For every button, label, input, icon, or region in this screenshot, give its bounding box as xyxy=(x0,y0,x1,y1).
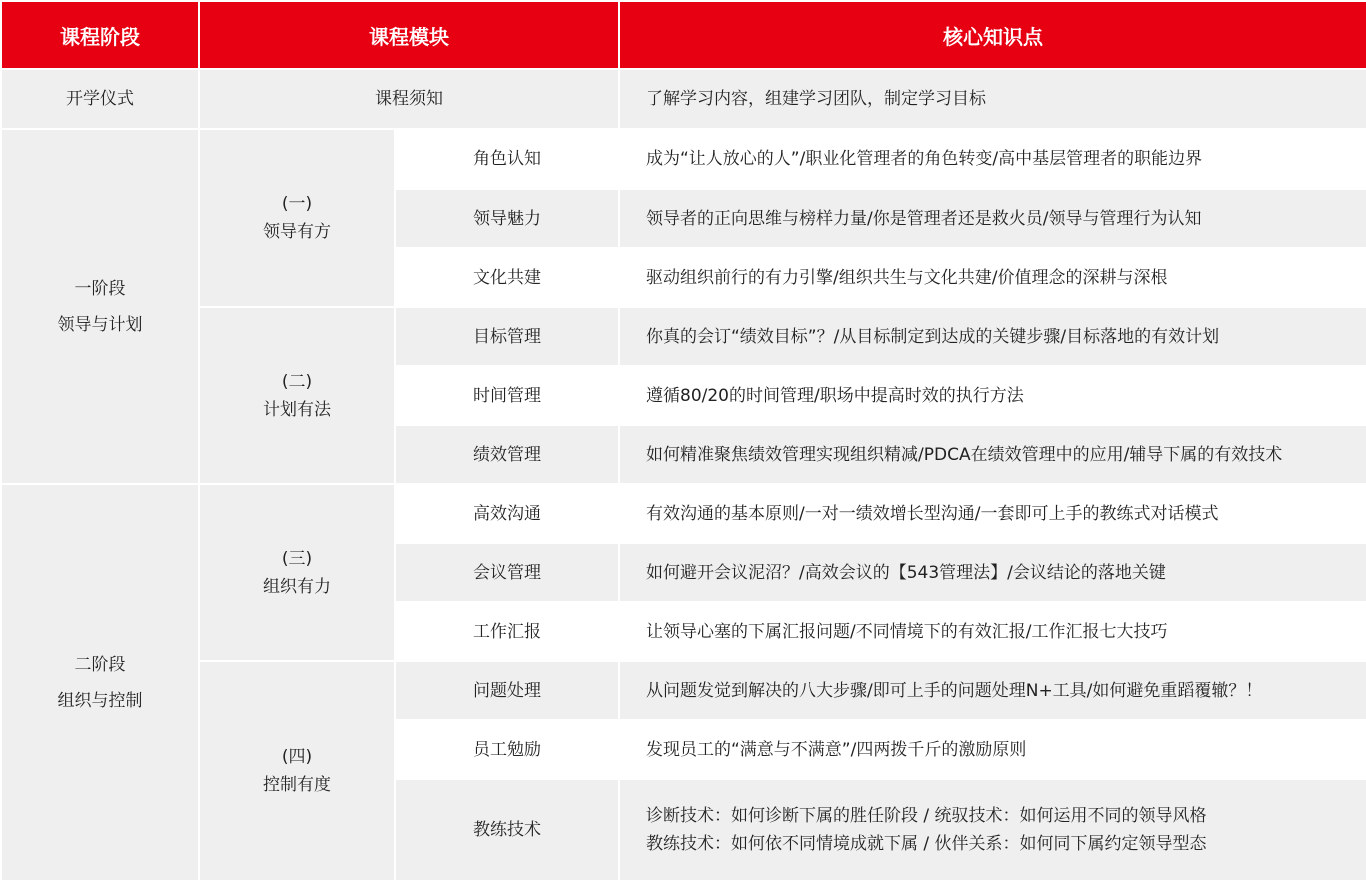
table-row xyxy=(1,69,1366,129)
topic-cell: 高效沟通 xyxy=(395,484,619,543)
phase1-stage xyxy=(1,129,199,484)
points-line: 教练技术：如何依不同情境成就下属 / 伙伴关系：如何同下属约定领导型态 xyxy=(646,834,1207,854)
header-points: 核心知识点 xyxy=(619,1,1366,69)
module-group-1 xyxy=(199,129,395,307)
phase1-stage-line1: 一阶段 xyxy=(74,278,126,299)
module-group-1-num: (一) xyxy=(281,194,313,214)
module-group-4-num: (四) xyxy=(281,747,313,767)
module-group-2 xyxy=(199,307,395,484)
topic-cell: 时间管理 xyxy=(395,366,619,425)
points-cell: 让领导心塞的下属汇报问题/不同情境下的有效汇报/工作汇报七大技巧 xyxy=(619,602,1366,661)
topic-cell: 会议管理 xyxy=(395,543,619,602)
module-group-1-name: 领导有方 xyxy=(263,222,331,242)
phase2-stage-line1: 二阶段 xyxy=(74,654,126,675)
table-row xyxy=(1,307,1366,366)
header-row xyxy=(1,1,1366,69)
topic-cell: 教练技术 xyxy=(395,779,619,881)
phase1-stage-line2: 领导与计划 xyxy=(57,314,143,335)
points-cell: 成为“让人放心的人”/职业化管理者的角色转变/高中基层管理者的职能边界 xyxy=(619,129,1366,189)
module-group-2-name: 计划有法 xyxy=(263,399,331,420)
header-stage: 课程阶段 xyxy=(1,1,199,69)
topic-cell: 领导魅力 xyxy=(395,189,619,248)
phase2-stage-line2: 组织与控制 xyxy=(57,690,143,711)
module-group-3 xyxy=(199,484,395,661)
module-group-4 xyxy=(199,661,395,881)
topic-cell: 问题处理 xyxy=(395,661,619,720)
topic-cell: 目标管理 xyxy=(395,307,619,366)
header-module: 课程模块 xyxy=(199,1,619,69)
module-group-4-name: 控制有度 xyxy=(263,775,331,795)
opening-module: 课程须知 xyxy=(199,69,619,129)
opening-points: 了解学习内容，组建学习团队，制定学习目标 xyxy=(619,69,1366,129)
points-cell: 如何精准聚焦绩效管理实现组织精减/PDCA在绩效管理中的应用/辅导下属的有效技术 xyxy=(619,425,1366,484)
topic-cell: 绩效管理 xyxy=(395,425,619,484)
table-row xyxy=(1,129,1366,189)
points-cell: 从问题发觉到解决的八大步骤/即可上手的问题处理N+工具/如何避免重蹈覆辙？！ xyxy=(619,661,1366,720)
topic-cell: 文化共建 xyxy=(395,248,619,307)
points-cell: 有效沟通的基本原则/一对一绩效增长型沟通/一套即可上手的教练式对话模式 xyxy=(619,484,1366,543)
points-cell: 领导者的正向思维与榜样力量/你是管理者还是救火员/领导与管理行为认知 xyxy=(619,189,1366,248)
points-cell: 你真的会订“绩效目标”？/从目标制定到达成的关键步骤/目标落地的有效计划 xyxy=(619,307,1366,366)
module-group-2-num: (二) xyxy=(281,371,313,392)
table-row xyxy=(1,484,1366,543)
points-cell: 驱动组织前行的有力引擎/组织共生与文化共建/价值理念的深耕与深根 xyxy=(619,248,1366,307)
module-group-3-num: (三) xyxy=(281,548,313,569)
points-cell: 遵循80/20的时间管理/职场中提高时效的执行方法 xyxy=(619,366,1366,425)
topic-cell: 角色认知 xyxy=(395,129,619,189)
points-cell: 发现员工的“满意与不满意”/四两拨千斤的激励原则 xyxy=(619,720,1366,779)
phase2-stage xyxy=(1,484,199,881)
points-line: 诊断技术：如何诊断下属的胜任阶段 / 统驭技术：如何运用不同的领导风格 xyxy=(646,806,1207,826)
opening-stage: 开学仪式 xyxy=(1,69,199,129)
topic-cell: 员工勉励 xyxy=(395,720,619,779)
points-cell: 如何避开会议泥沼？/高效会议的【543管理法】/会议结论的落地关键 xyxy=(619,543,1366,602)
topic-cell: 工作汇报 xyxy=(395,602,619,661)
module-group-3-name: 组织有力 xyxy=(263,576,331,597)
points-cell xyxy=(619,779,1366,881)
table-row xyxy=(1,661,1366,720)
